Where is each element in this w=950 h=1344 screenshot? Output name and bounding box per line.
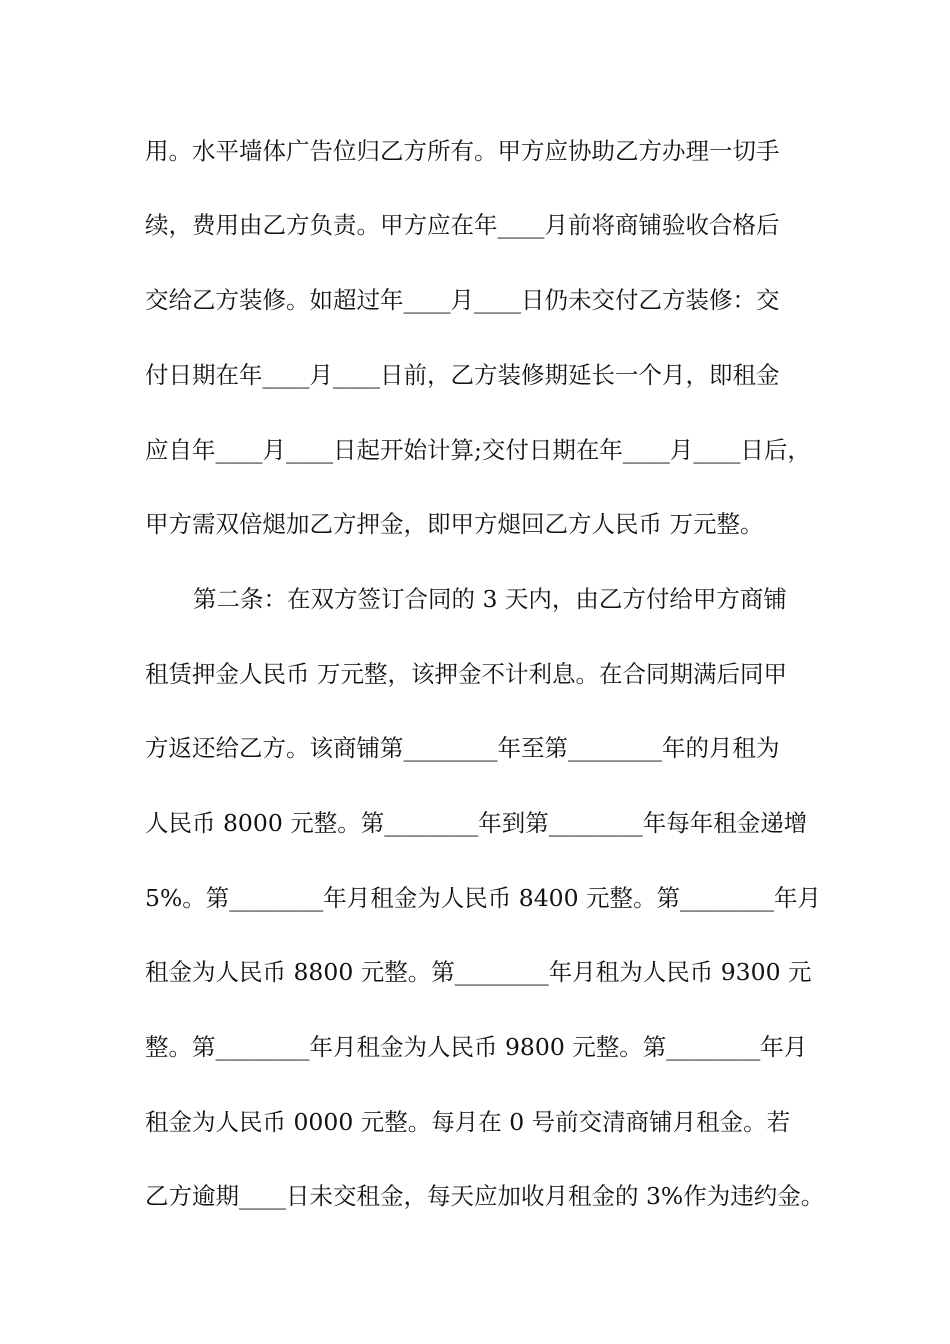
- text-line: 付日期在年____月____日前，乙方装修期延长一个月，即租金: [145, 361, 780, 389]
- text-line: 续，费用由乙方负责。甲方应在年____月前将商铺验收合格后: [145, 211, 780, 239]
- text-line: 用。水平墙体广告位归乙方所有。甲方应协助乙方办理一切手: [145, 137, 780, 165]
- text-line: 租金为人民币 8800 元整。第________年月租为人民币 9300 元: [145, 958, 812, 986]
- text-line: 租金为人民币 0000 元整。每月在 0 号前交清商铺月租金。若: [145, 1108, 791, 1136]
- text-line: 5%。第________年月租金为人民币 8400 元整。第________年月: [145, 884, 822, 912]
- text-line: 第二条：在双方签订合同的 3 天内，由乙方付给甲方商铺: [193, 585, 787, 613]
- text-line: 租赁押金人民币 万元整，该押金不计利息。在合同期满后同甲: [145, 660, 787, 688]
- text-line: 人民币 8000 元整。第________年到第________年每年租金递增: [145, 809, 808, 837]
- text-line: 整。第________年月租金为人民币 9800 元整。第________年月: [145, 1033, 808, 1061]
- text-line: 甲方需双倍煺加乙方押金，即甲方煺回乙方人民币 万元整。: [145, 510, 764, 538]
- text-line: 方返还给乙方。该商铺第________年至第________年的月租为: [145, 734, 780, 762]
- text-line: 乙方逾期____日未交租金，每天应加收月租金的 3%作为违约金。: [145, 1182, 825, 1210]
- text-line: 交给乙方装修。如超过年____月____日仍未交付乙方装修：交: [145, 286, 780, 314]
- text-line: 应自年____月____日起开始计算;交付日期在年____月____日后，: [145, 436, 811, 464]
